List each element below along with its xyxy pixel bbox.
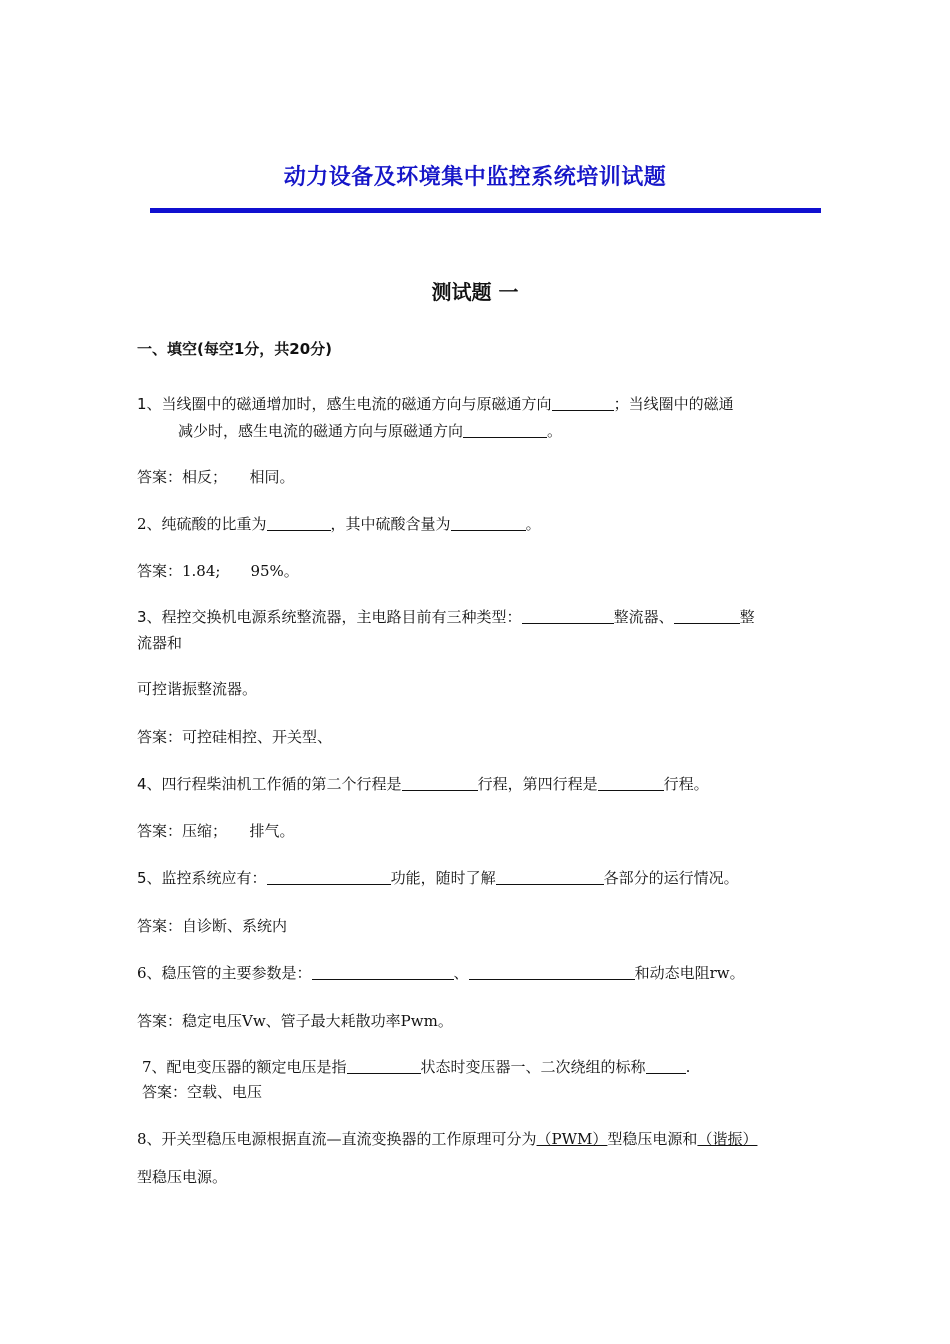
title-underline-rule bbox=[150, 208, 821, 213]
question-4-blank-1 bbox=[402, 774, 478, 791]
question-1-answer: 答案：相反； 相同。 bbox=[137, 468, 295, 486]
question-3-number: 3 bbox=[137, 608, 147, 626]
question-8-line-2: 型稳压电源。 bbox=[137, 1168, 228, 1186]
question-2-end: 。 bbox=[525, 515, 541, 533]
question-1-line-2 bbox=[178, 420, 562, 442]
question-4-answer: 答案：压缩； 排气。 bbox=[137, 822, 295, 840]
question-2-blank-1 bbox=[267, 514, 331, 531]
question-6-blank-2 bbox=[469, 963, 635, 980]
question-2-blank-2 bbox=[451, 514, 526, 531]
question-7-text-2: 状态时变压器一、二次绕组的标称 bbox=[420, 1058, 646, 1076]
question-6-answer: 答案：稳定电压Vw、管子最大耗散功率Pwm。 bbox=[137, 1012, 453, 1030]
question-4-number: 4 bbox=[137, 775, 147, 793]
question-2-text: 2、纯硫酸的比重为 bbox=[137, 515, 267, 533]
question-4-line-1 bbox=[137, 773, 709, 795]
question-7-blank-2 bbox=[646, 1057, 686, 1074]
question-4-text-2: 行程，第四行程是 bbox=[477, 775, 598, 793]
question-5-text-2: 功能，随时了解 bbox=[390, 869, 496, 887]
test-subtitle: 测试题 一 bbox=[431, 280, 519, 304]
question-1-blank-2 bbox=[463, 421, 547, 438]
question-8-text: 8、开关型稳压电源根据直流—直流变换器的工作原理可分为 bbox=[137, 1130, 537, 1148]
question-4-text-3: 行程。 bbox=[663, 775, 709, 793]
section-heading-fill-blank: 一、填空(每空1分，共20分) bbox=[137, 340, 333, 358]
question-2-answer: 答案：1.84; 95%。 bbox=[137, 562, 299, 580]
question-5-number: 5 bbox=[137, 869, 147, 887]
question-5-blank-2 bbox=[496, 868, 604, 885]
question-3-answer: 答案：可控硅相控、开关型、 bbox=[137, 728, 333, 746]
question-8-line-1 bbox=[137, 1128, 757, 1150]
question-1-text: 、当线圈中的磁通增加时，感生电流的磁通方向与原磁通方向 bbox=[146, 395, 552, 413]
question-3-blank-2 bbox=[674, 607, 740, 624]
question-5-text-3: 各部分的运行情况。 bbox=[603, 869, 739, 887]
question-3-line-2: 流器和 bbox=[137, 634, 183, 652]
question-7-answer: 答案：空载、电压 bbox=[142, 1083, 263, 1101]
question-3-text-2: 整流器、 bbox=[613, 608, 674, 626]
document-title: 动力设备及环境集中监控系统培训试题 bbox=[283, 165, 667, 190]
question-6-blank-1 bbox=[312, 963, 454, 980]
question-4-text: 、四行程柴油机工作循的第二个行程是 bbox=[146, 775, 402, 793]
question-4-blank-2 bbox=[598, 774, 664, 791]
question-1-number: 1 bbox=[137, 395, 147, 413]
question-5-answer: 答案：自诊断、系统内 bbox=[137, 917, 288, 935]
question-7-line-1 bbox=[142, 1056, 690, 1078]
question-7-text: 7、配电变压器的额定电压是指 bbox=[142, 1058, 347, 1076]
question-1-end: 。 bbox=[547, 422, 563, 440]
question-7-blank-1 bbox=[347, 1057, 421, 1074]
question-5-line-1 bbox=[137, 867, 739, 889]
question-7-end: . bbox=[685, 1058, 691, 1076]
question-3-line-3: 可控谐振整流器。 bbox=[137, 680, 258, 698]
question-6-text-2: 、 bbox=[453, 964, 469, 982]
question-5-blank-1 bbox=[267, 868, 391, 885]
question-8-fill-2: （谐振） bbox=[697, 1130, 758, 1148]
question-1-text-2: ；当线圈中的磁通 bbox=[613, 395, 734, 413]
question-3-line-1 bbox=[137, 606, 755, 628]
question-2-line-1 bbox=[137, 513, 541, 535]
question-3-text: 、程控交换机电源系统整流器，主电路目前有三种类型： bbox=[146, 608, 522, 626]
question-8-fill-1: （PWM） bbox=[536, 1130, 608, 1148]
question-8-text-2: 型稳压电源和 bbox=[607, 1130, 698, 1148]
question-3-text-3: 整 bbox=[739, 608, 755, 626]
question-6-line-1 bbox=[137, 962, 745, 984]
question-3-blank-1 bbox=[522, 607, 614, 624]
question-2-text-2: ，其中硫酸含量为 bbox=[330, 515, 451, 533]
question-6-text-3: 和动态电阻rw。 bbox=[634, 964, 745, 982]
question-1-line-1 bbox=[137, 393, 734, 415]
question-1-text-3: 减少时，感生电流的磁通方向与原磁通方向 bbox=[178, 422, 464, 440]
question-1-blank-1 bbox=[552, 394, 614, 411]
question-6-text: 6、稳压管的主要参数是： bbox=[137, 964, 312, 982]
question-5-text: 、监控系统应有： bbox=[146, 869, 267, 887]
